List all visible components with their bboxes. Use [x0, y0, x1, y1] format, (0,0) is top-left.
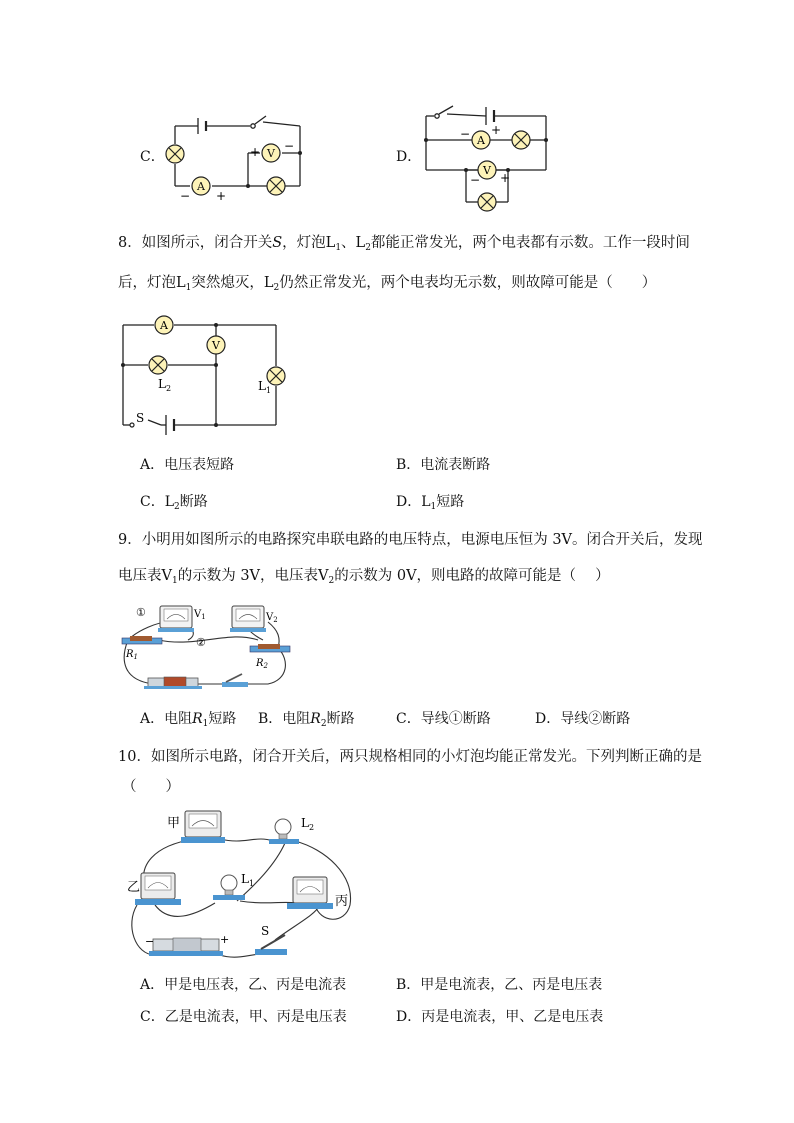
svg-text:L2: $L_2$ — [301, 816, 315, 832]
svg-text:乙: 乙 — [127, 880, 141, 895]
svg-text:−: − — [460, 127, 471, 141]
q9-option-d[interactable]: D．导线②断路 — [535, 711, 631, 727]
q9-stem-line2: 电压表$V_1$的示数为 3V，电压表$V_2$的示数为 0V，则电路的故障可能是（ ） — [118, 568, 610, 586]
q9-option-a[interactable]: A．电阻$R_1$短路 — [140, 711, 237, 729]
q9-circuit-figure — [118, 600, 293, 695]
q10-stem-line1: 10．如图所示电路，闭合开关后，两只规格相同的小灯泡均能正常发光。下列判断正确的是 — [118, 749, 702, 765]
svg-text:L1: $L_1$ — [258, 379, 272, 395]
svg-text:②: ② — [196, 636, 206, 649]
q8-option-a[interactable]: A．电压表短路 — [140, 457, 235, 473]
q10-option-a[interactable]: A．甲是电压表，乙、丙是电流表 — [140, 977, 347, 993]
q9-stem-line1: 9．小明用如图所示的电路探究串联电路的电压特点，电源电压恒为 3V。闭合开关后，发现 — [118, 532, 703, 548]
lamp-icon — [149, 356, 167, 374]
q8-circuit-figure — [118, 312, 288, 437]
svg-text:+: + — [500, 171, 511, 185]
svg-text:L1: $L_1$ — [241, 872, 255, 888]
voltmeter-icon — [262, 144, 280, 162]
ammeter-icon — [192, 177, 210, 195]
svg-text:S: S — [136, 411, 145, 425]
q7-circuit-d — [420, 100, 550, 215]
svg-text:A: A — [477, 134, 485, 147]
q8-stem-line2: 后，灯泡$L_1$突然熄灭，$L_2$仍然正常发光，两个电表均无示数，则故障可能是（ ） — [118, 275, 657, 293]
q8-stem-line1: 8．如图所示，闭合开关S，灯泡$L_1$、$L_2$都能正常发光，两个电表都有示数。工作一段时间 — [118, 235, 690, 253]
svg-text:V: V — [483, 164, 491, 177]
switch-icon — [222, 674, 248, 687]
voltmeter-icon — [207, 336, 225, 354]
battery-icon — [149, 938, 223, 956]
voltmeter-v1-icon — [158, 606, 194, 632]
resistor-r1-icon — [122, 636, 162, 644]
q8-option-b[interactable]: B．电流表断路 — [396, 457, 491, 473]
svg-text:+: + — [250, 145, 261, 159]
q9-option-c[interactable]: C．导线①断路 — [396, 711, 491, 727]
resistor-r2-icon — [250, 644, 290, 652]
svg-text:−: − — [180, 189, 191, 203]
svg-text:A: A — [160, 319, 168, 332]
lamp-icon — [267, 367, 285, 385]
switch-icon — [255, 935, 287, 955]
svg-text:丙: 丙 — [335, 894, 349, 909]
lamp-icon — [267, 177, 285, 195]
voltmeter-icon — [478, 161, 496, 179]
svg-text:①: ① — [136, 606, 146, 619]
q10-option-c[interactable]: C．乙是电流表，甲、丙是电压表 — [140, 1009, 347, 1025]
svg-text:−: − — [145, 935, 155, 948]
lamp-icon — [512, 131, 530, 149]
svg-text:L2: $L_2$ — [158, 377, 172, 393]
svg-text:−: − — [284, 139, 295, 153]
svg-text:−: − — [470, 173, 481, 187]
svg-text:S: S — [261, 924, 270, 938]
q10-option-b[interactable]: B．甲是电流表，乙、丙是电压表 — [396, 977, 603, 993]
meter-jia-icon — [181, 811, 225, 843]
q10-stem-line2: （ ） — [122, 779, 180, 795]
q7-circuit-c — [160, 110, 310, 203]
q8-option-d[interactable]: D．$L_1$短路 — [396, 494, 465, 512]
svg-text:V: V — [267, 147, 275, 160]
q10-circuit-figure — [125, 805, 360, 965]
lamp-icon — [166, 145, 184, 163]
meter-bing-icon — [287, 877, 333, 909]
svg-text:V2: $V_2$ — [266, 612, 278, 624]
svg-text:甲: 甲 — [167, 816, 181, 831]
svg-text:R2: $R_2$ — [256, 658, 268, 670]
svg-text:+: + — [220, 933, 230, 946]
battery-icon — [144, 677, 202, 689]
q8-option-c[interactable]: C．$L_2$断路 — [140, 494, 208, 512]
meter-yi-icon — [135, 873, 181, 905]
svg-text:V: V — [212, 339, 220, 352]
svg-text:A: A — [197, 180, 205, 193]
lamp-icon — [478, 193, 496, 211]
svg-text:V1: $V_1$ — [194, 609, 206, 621]
svg-text:+: + — [491, 123, 502, 137]
svg-text:+: + — [216, 189, 227, 203]
bulb-l2-icon — [269, 819, 299, 844]
voltmeter-v2-icon — [230, 606, 266, 632]
svg-text:R1: $R_1$ — [126, 649, 138, 661]
ammeter-icon — [472, 131, 490, 149]
ammeter-icon — [155, 316, 173, 334]
q9-option-b[interactable]: B．电阻$R_2$断路 — [258, 711, 355, 729]
q7-option-d-label: D． — [396, 149, 422, 165]
q10-option-d[interactable]: D．丙是电流表，甲、乙是电压表 — [396, 1009, 604, 1025]
q7-option-c-label: C． — [140, 149, 165, 165]
